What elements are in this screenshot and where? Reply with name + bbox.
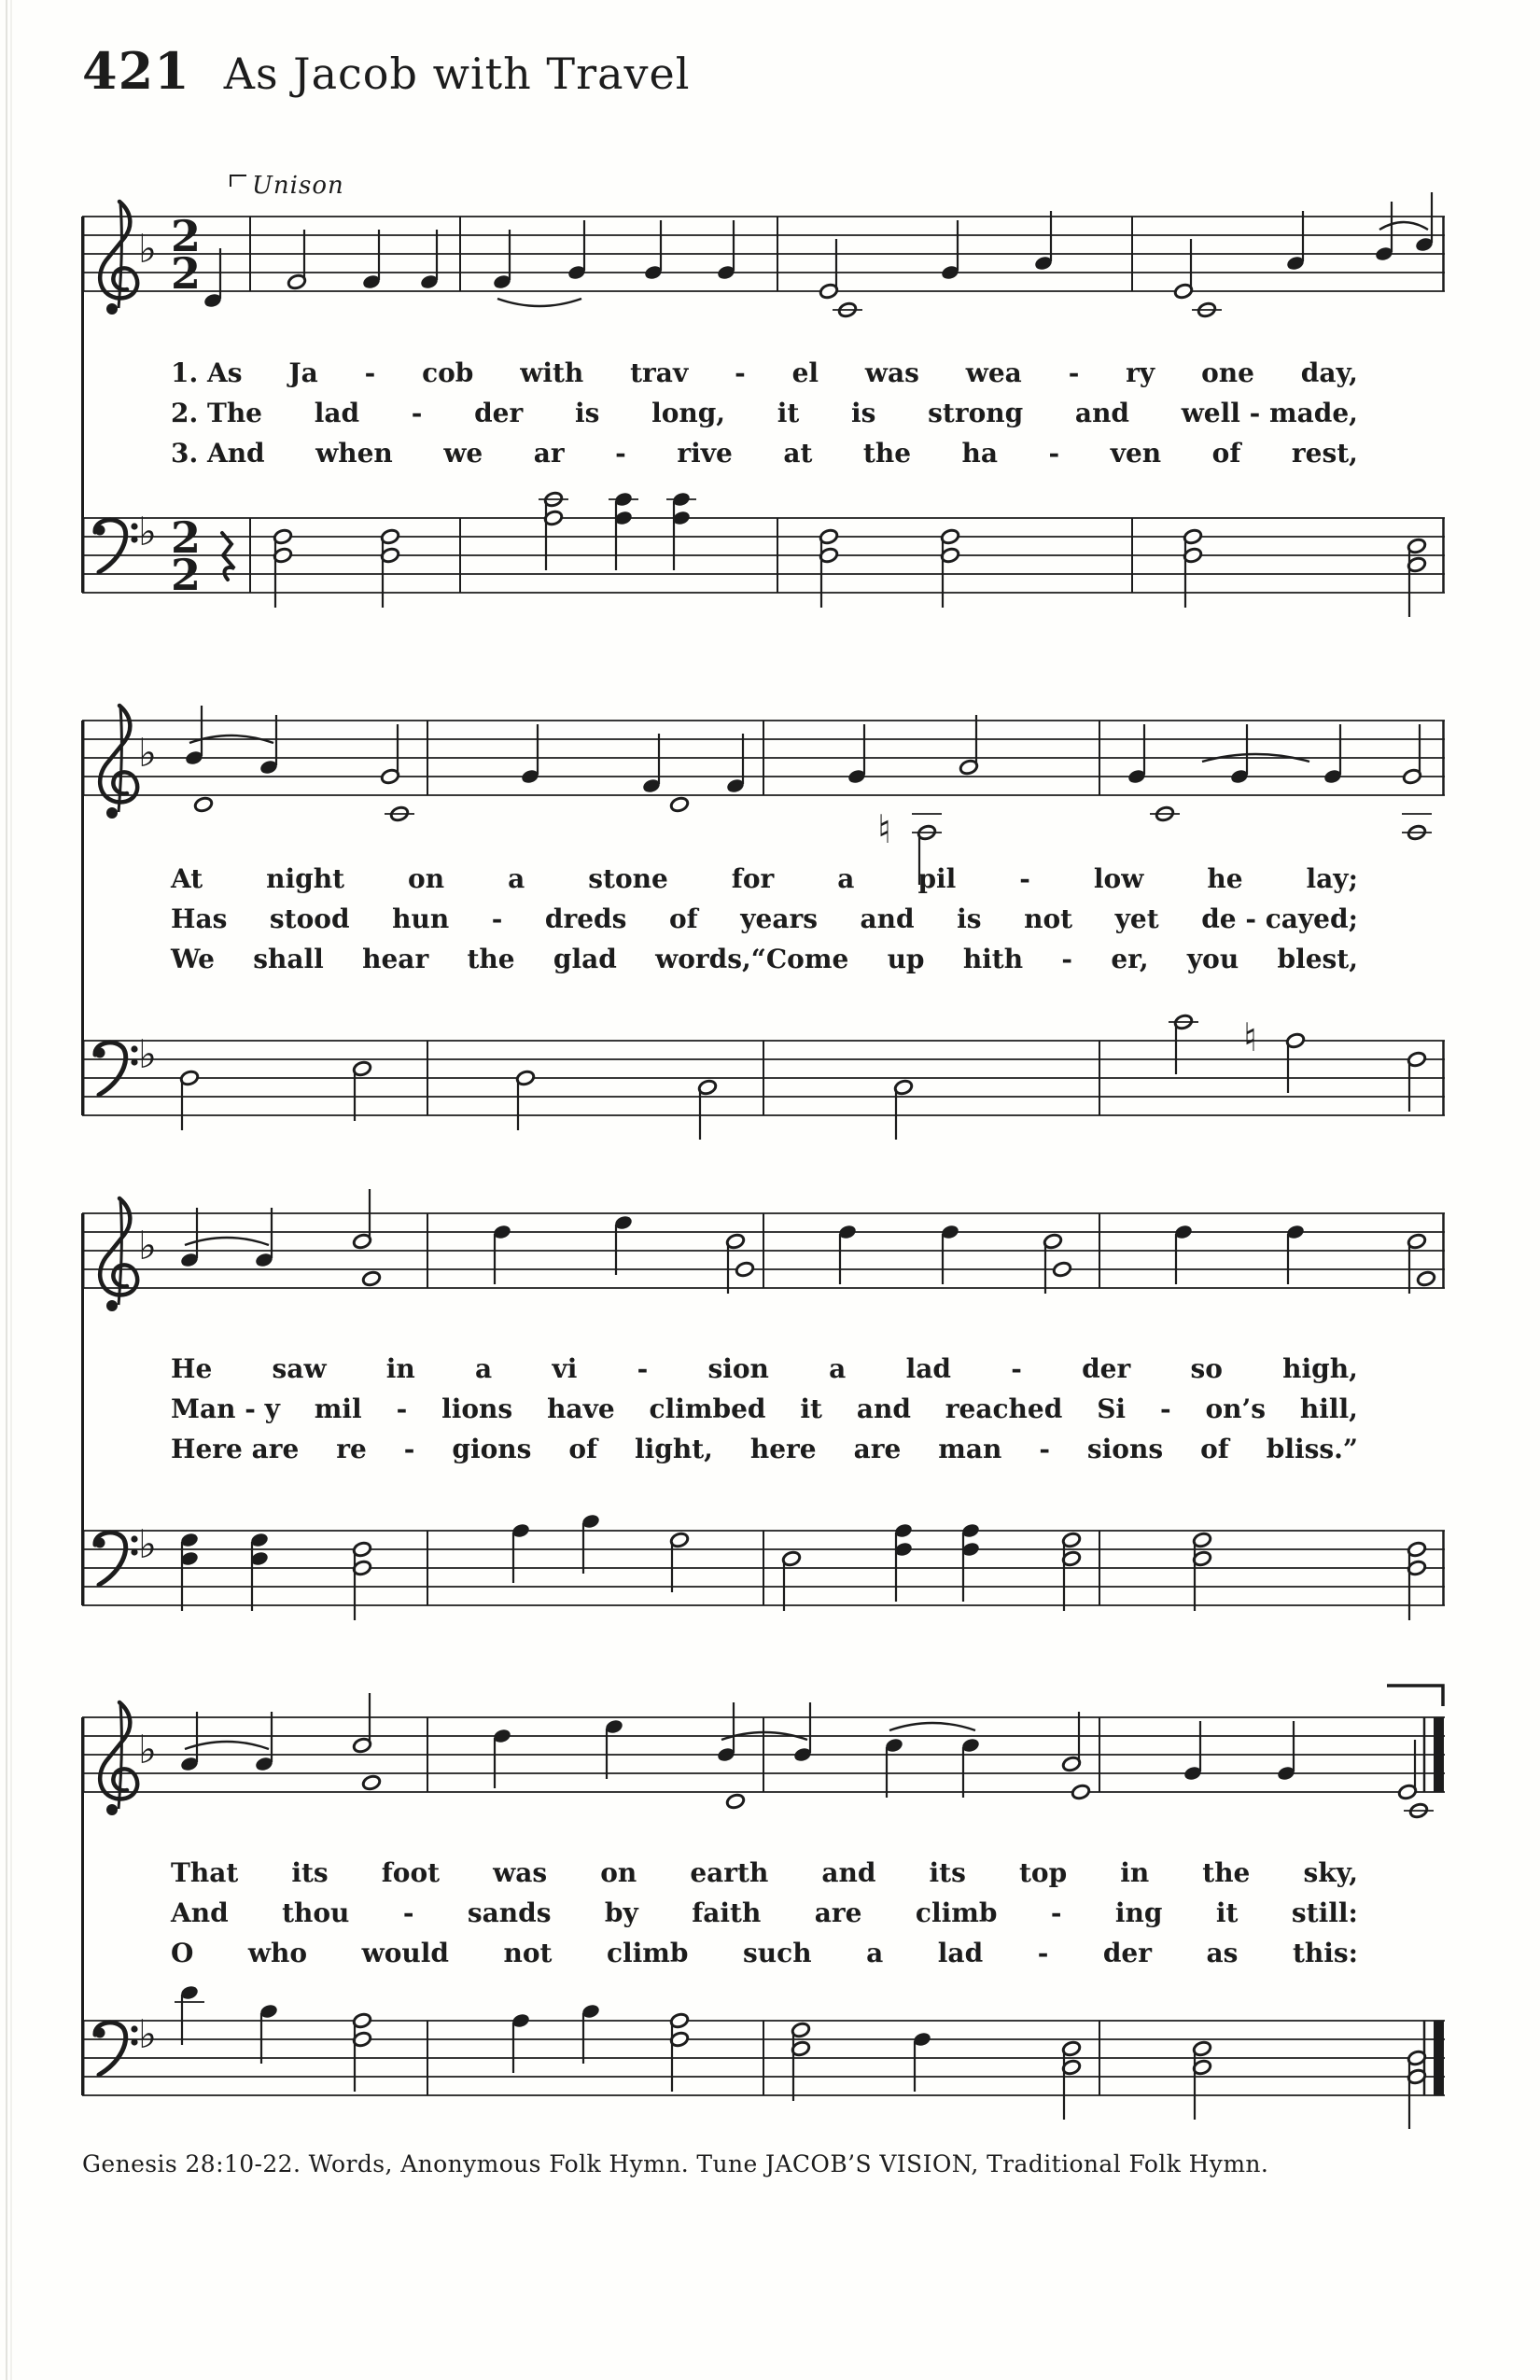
- lyrics-line-system-4-verse-2: [171, 1897, 1358, 1928]
- lyric-syllable: lay;: [1306, 863, 1358, 894]
- lyrics-line-system-1-verse-1: [171, 357, 1358, 388]
- lyric-syllable: bliss.”: [1266, 1434, 1358, 1464]
- lyric-syllable: we: [443, 438, 483, 469]
- lyric-syllable: rest,: [1291, 438, 1358, 469]
- lyric-syllable: on: [408, 863, 445, 894]
- lyrics-line-system-3-verse-2: [171, 1393, 1358, 1424]
- half-note: [725, 1793, 745, 1810]
- lyric-syllable: by: [604, 1897, 638, 1928]
- lyric-syllable: years: [740, 903, 818, 934]
- lyric-syllable: are: [814, 1897, 862, 1928]
- lyric-syllable: a: [837, 863, 855, 894]
- lyric-syllable: it: [800, 1393, 822, 1424]
- slur-icon: [889, 1723, 975, 1730]
- hymn-title: As Jacob with Travel: [223, 49, 691, 99]
- lyric-syllable: rive: [677, 438, 733, 469]
- lyric-syllable: -: [491, 903, 503, 934]
- lyric-syllable: ar: [533, 438, 565, 469]
- lyric-syllable: of: [1200, 1434, 1229, 1464]
- lyric-syllable: low: [1093, 863, 1144, 894]
- lyric-syllable: 2. The: [171, 398, 262, 428]
- lyric-syllable: of: [1211, 438, 1241, 469]
- lyric-syllable: At: [171, 863, 203, 894]
- lyric-syllable: was: [493, 1857, 548, 1888]
- lyric-syllable: er,: [1111, 944, 1149, 974]
- time-signature: 2: [171, 211, 202, 261]
- page-title: [82, 41, 690, 101]
- lyric-syllable: the: [862, 438, 912, 469]
- lyric-syllable: We: [171, 944, 215, 974]
- flat-sign-icon: ♭: [138, 1521, 157, 1567]
- lyric-syllable: mil: [314, 1393, 362, 1424]
- lyric-syllable: long,: [651, 398, 726, 428]
- lyric-syllable: glad: [553, 944, 617, 974]
- lyric-syllable: stone: [588, 863, 668, 894]
- lyric-syllable: as: [1206, 1938, 1239, 1968]
- lyric-syllable: ing: [1114, 1897, 1163, 1928]
- lyric-syllable: thou: [282, 1897, 350, 1928]
- lyric-syllable: -: [1159, 1393, 1171, 1424]
- lyrics-line-system-2-verse-1: [171, 863, 1358, 894]
- lyric-syllable: lad: [905, 1353, 951, 1384]
- lyric-syllable: foot: [381, 1857, 441, 1888]
- half-note: [669, 796, 689, 813]
- lyric-syllable: are: [853, 1434, 902, 1464]
- slur-icon: [1379, 222, 1428, 230]
- half-note: [1071, 1784, 1090, 1800]
- lyric-syllable: have: [547, 1393, 615, 1424]
- lyric-syllable: the: [467, 944, 515, 974]
- lyric-syllable: shall: [253, 944, 324, 974]
- lyric-syllable: in: [1120, 1857, 1150, 1888]
- lyric-syllable: for: [731, 863, 775, 894]
- lyric-syllable: on: [600, 1857, 637, 1888]
- system-left-line: [81, 1213, 84, 1605]
- lyric-syllable: trav: [630, 357, 689, 388]
- lyric-syllable: ven: [1110, 438, 1162, 469]
- lyric-syllable: lad: [314, 398, 360, 428]
- lyric-syllable: -: [1037, 1938, 1049, 1968]
- lyric-syllable: words,“Come: [655, 944, 849, 974]
- lyric-syllable: it: [777, 398, 800, 428]
- lyric-syllable: -: [615, 438, 626, 469]
- lyric-syllable: Has: [171, 903, 228, 934]
- lyric-syllable: That: [171, 1857, 239, 1888]
- time-signature: 2: [171, 248, 202, 299]
- bass-clef-icon: [95, 2023, 138, 2075]
- lyric-syllable: -: [402, 1897, 414, 1928]
- flat-sign-icon: ♭: [138, 1727, 157, 1772]
- natural-sign-icon: ♮: [877, 806, 892, 852]
- lyric-syllable: sands: [467, 1897, 552, 1928]
- lyric-syllable: earth: [690, 1857, 769, 1888]
- lyric-syllable: light,: [635, 1434, 713, 1464]
- lyric-syllable: -: [637, 1353, 649, 1384]
- lyric-syllable: and: [821, 1857, 876, 1888]
- lyric-syllable: -: [403, 1434, 415, 1464]
- lyric-syllable: reached: [945, 1393, 1063, 1424]
- half-note: [361, 1270, 381, 1287]
- lyric-syllable: vi: [552, 1353, 578, 1384]
- lyrics-line-system-3-verse-1: [171, 1353, 1358, 1384]
- lyric-syllable: Here are: [171, 1434, 300, 1464]
- lyric-syllable: a: [866, 1938, 884, 1968]
- lyric-syllable: and: [1074, 398, 1129, 428]
- attribution-footer: Genesis 28:10-22. Words, Anonymous Folk Hymn. Tune JACOB’S VISION, Traditional Folk Hymn.: [82, 2150, 1269, 2177]
- lyric-syllable: -: [396, 1393, 408, 1424]
- lyric-syllable: of: [668, 903, 698, 934]
- lyric-syllable: such: [743, 1938, 812, 1968]
- lyric-syllable: climb: [606, 1938, 689, 1968]
- lyric-syllable: is: [957, 903, 982, 934]
- time-signature: 2: [171, 550, 202, 600]
- lyric-syllable: yet: [1114, 903, 1159, 934]
- lyric-syllable: 3. And: [171, 438, 265, 469]
- lyric-syllable: Ja: [288, 357, 318, 388]
- treble-clef-icon: [100, 1702, 137, 1815]
- bass-clef-icon: [95, 1533, 138, 1585]
- lyric-syllable: el: [791, 357, 819, 388]
- unison-label: Unison: [252, 172, 344, 200]
- lyric-syllable: a: [829, 1353, 847, 1384]
- lyric-syllable: and: [856, 1393, 911, 1424]
- flat-sign-icon: ♭: [138, 509, 157, 554]
- lyric-syllable: wea: [965, 357, 1022, 388]
- lyric-syllable: sions: [1086, 1434, 1164, 1464]
- lyric-syllable: was: [864, 357, 919, 388]
- flat-sign-icon: ♭: [138, 2011, 157, 2057]
- lyric-syllable: ry: [1126, 357, 1155, 388]
- lyric-syllable: climbed: [649, 1393, 766, 1424]
- lyric-syllable: top: [1018, 1857, 1068, 1888]
- lyric-syllable: one: [1201, 357, 1254, 388]
- natural-sign-icon: ♮: [1243, 1015, 1258, 1060]
- lyric-syllable: blest,: [1277, 944, 1358, 974]
- lyric-syllable: still:: [1291, 1897, 1358, 1928]
- lyric-syllable: pil: [917, 863, 957, 894]
- lyric-syllable: with: [520, 357, 584, 388]
- quarter-rest-icon: [222, 533, 234, 580]
- lyric-syllable: you: [1186, 944, 1239, 974]
- half-note: [1416, 1270, 1435, 1287]
- flat-sign-icon: ♭: [138, 1223, 157, 1268]
- lyric-syllable: -: [1061, 944, 1073, 974]
- treble-clef-icon: [100, 1198, 137, 1311]
- lyric-syllable: -: [1039, 1434, 1050, 1464]
- lyric-syllable: cob: [422, 357, 474, 388]
- lyric-syllable: of: [568, 1434, 598, 1464]
- lyric-syllable: hear: [362, 944, 429, 974]
- time-signature: 2: [171, 512, 202, 563]
- lyric-syllable: stood: [269, 903, 350, 934]
- hymn-number: 421: [82, 41, 190, 101]
- lyric-syllable: -: [1019, 863, 1030, 894]
- lyric-syllable: And: [171, 1897, 229, 1928]
- half-note: [735, 1261, 754, 1278]
- lyrics-line-system-4-verse-1: [171, 1857, 1358, 1888]
- final-barline: [1434, 1717, 1444, 1792]
- lyric-syllable: -: [1068, 357, 1080, 388]
- lyric-syllable: der: [1082, 1353, 1131, 1384]
- lyric-syllable: saw: [272, 1353, 327, 1384]
- treble-clef-icon: [100, 202, 137, 315]
- lyric-syllable: he: [1207, 863, 1243, 894]
- lyric-syllable: it: [1215, 1897, 1239, 1928]
- lyric-syllable: gions: [452, 1434, 532, 1464]
- lyric-syllable: -: [1048, 438, 1060, 469]
- lyric-syllable: lions: [441, 1393, 513, 1424]
- lyric-syllable: He: [171, 1353, 213, 1384]
- treble-clef-icon: [100, 706, 137, 819]
- lyrics-line-system-1-verse-2: [171, 398, 1358, 428]
- lyric-syllable: at: [783, 438, 813, 469]
- lyric-syllable: Si: [1097, 1393, 1127, 1424]
- end-bracket-icon: [1387, 1686, 1443, 1706]
- lyric-syllable: re: [336, 1434, 367, 1464]
- half-note: [361, 1774, 381, 1791]
- lyric-syllable: the: [1202, 1857, 1251, 1888]
- lyric-syllable: a: [508, 863, 525, 894]
- lyric-syllable: in: [385, 1353, 415, 1384]
- lyric-syllable: day,: [1300, 357, 1358, 388]
- flat-sign-icon: ♭: [138, 730, 157, 776]
- half-note: [1052, 1261, 1071, 1278]
- lyric-syllable: hith: [962, 944, 1024, 974]
- lyric-syllable: is: [851, 398, 876, 428]
- lyric-syllable: sky,: [1303, 1857, 1358, 1888]
- lyric-syllable: der: [1102, 1938, 1152, 1968]
- lyric-syllable: when: [315, 438, 393, 469]
- lyric-syllable: -: [735, 357, 746, 388]
- lyric-syllable: -: [411, 398, 423, 428]
- lyric-syllable: up: [887, 944, 925, 974]
- bass-staff-system-2: [82, 994, 1459, 1176]
- bass-staff-system-4: [82, 1974, 1459, 2156]
- half-note: [193, 796, 213, 813]
- flat-sign-icon: ♭: [138, 1031, 157, 1077]
- lyrics-line-system-2-verse-3: [171, 944, 1358, 974]
- lyrics-line-system-3-verse-3: [171, 1434, 1358, 1464]
- lyric-syllable: sion: [707, 1353, 769, 1384]
- slur-icon: [497, 299, 581, 306]
- lyric-syllable: climb: [915, 1897, 998, 1928]
- lyrics-line-system-1-verse-3: [171, 438, 1358, 469]
- lyric-syllable: a: [475, 1353, 493, 1384]
- lyric-syllable: who: [247, 1938, 308, 1968]
- lyric-syllable: O: [171, 1938, 194, 1968]
- lyrics-line-system-2-verse-2: [171, 903, 1358, 934]
- lyric-syllable: de - cayed;: [1201, 903, 1358, 934]
- bass-staff-system-1: [82, 471, 1459, 653]
- lyric-syllable: -: [1011, 1353, 1022, 1384]
- lyric-syllable: 1. As: [171, 357, 243, 388]
- lyric-syllable: high,: [1282, 1353, 1358, 1384]
- lyric-syllable: man: [938, 1434, 1002, 1464]
- lyric-syllable: so: [1190, 1353, 1223, 1384]
- lyric-syllable: is: [574, 398, 600, 428]
- lyric-syllable: would: [361, 1938, 449, 1968]
- lyric-syllable: -: [1050, 1897, 1062, 1928]
- scan-edge-artifact: [6, 0, 7, 2380]
- lyric-syllable: its: [929, 1857, 966, 1888]
- bass-clef-icon: [95, 520, 138, 572]
- lyric-syllable: hill,: [1299, 1393, 1358, 1424]
- lyric-syllable: its: [291, 1857, 329, 1888]
- system-left-line: [81, 217, 84, 593]
- lyric-syllable: der: [474, 398, 524, 428]
- lyric-syllable: here: [749, 1434, 817, 1464]
- lyric-syllable: this:: [1292, 1938, 1358, 1968]
- lyric-syllable: dreds: [544, 903, 627, 934]
- lyric-syllable: strong: [928, 398, 1024, 428]
- scan-edge-artifact: [10, 0, 12, 2380]
- bass-staff-system-3: [82, 1484, 1459, 1666]
- lyric-syllable: lad: [937, 1938, 984, 1968]
- bass-clef-icon: [95, 1043, 138, 1095]
- system-left-line: [81, 721, 84, 1115]
- lyric-syllable: not: [503, 1938, 553, 1968]
- lyric-syllable: well - made,: [1181, 398, 1358, 428]
- lyric-syllable: and: [860, 903, 915, 934]
- lyric-syllable: hun: [392, 903, 450, 934]
- lyric-syllable: night: [266, 863, 345, 894]
- lyric-syllable: ha: [961, 438, 999, 469]
- final-barline: [1434, 2021, 1444, 2095]
- lyric-syllable: -: [364, 357, 376, 388]
- lyrics-line-system-4-verse-3: [171, 1938, 1358, 1968]
- lyric-syllable: not: [1024, 903, 1073, 934]
- lyric-syllable: on’s: [1205, 1393, 1267, 1424]
- flat-sign-icon: ♭: [138, 226, 157, 272]
- lyric-syllable: faith: [692, 1897, 762, 1928]
- lyric-syllable: Man - y: [171, 1393, 280, 1424]
- system-left-line: [81, 1717, 84, 2095]
